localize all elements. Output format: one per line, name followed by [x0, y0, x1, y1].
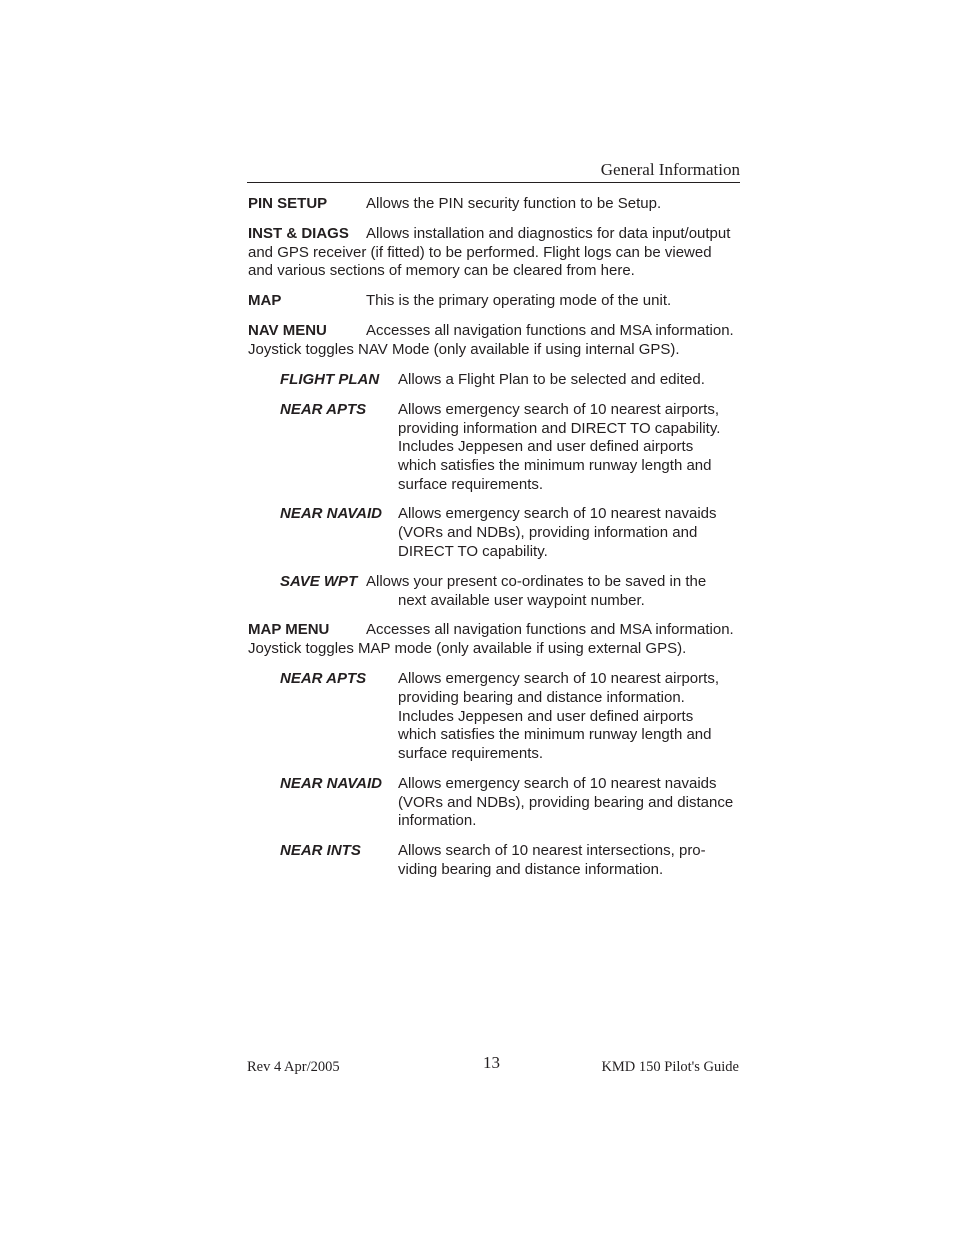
pin-setup-term: PIN SETUP: [248, 195, 328, 212]
nav-item-desc-line: surface requirements.: [398, 475, 544, 493]
map-item-desc-line: (VORs and NDBs), providing bearing and distance: [398, 793, 734, 811]
nav-menu-line2: Joystick toggles NAV Mode (only available if using internal GPS).: [248, 341, 680, 358]
pin-setup-desc: Allows the PIN security function to be Setup.: [366, 195, 662, 212]
section-header: General Information: [600, 160, 740, 179]
nav-item-desc-line: Includes Jeppesen and user defined airports: [398, 438, 694, 455]
nav-item-term: NEAR NAVAID: [280, 505, 382, 522]
nav-menu-line1: Accesses all navigation functions and MSA information.: [366, 322, 734, 339]
map-item-desc-line: providing bearing and distance information.: [398, 689, 685, 706]
page-number: 13: [483, 1053, 500, 1072]
nav-item-desc-line: providing information and DIRECT TO capability.: [398, 419, 721, 437]
nav-item-desc-line: which satisfies the minimum runway length and: [398, 457, 712, 474]
map-menu-line1: Accesses all navigation functions and MSA information.: [366, 621, 734, 638]
nav-item-desc-line: Allows your present co-ordinates to be saved in the: [366, 573, 707, 590]
map-item-desc-line: Allows emergency search of 10 nearest navaids: [398, 775, 717, 792]
map-menu-term: MAP MENU: [248, 621, 330, 638]
map-item-term: NEAR NAVAID: [280, 775, 382, 792]
map-menu-line2: Joystick toggles MAP mode (only available if using external GPS).: [248, 640, 687, 657]
inst-diags-line3: and various sections of memory can be cleared from here.: [248, 262, 635, 279]
nav-menu-term: NAV MENU: [248, 322, 327, 339]
nav-item-desc-line: Allows emergency search of 10 nearest navaids: [398, 505, 717, 522]
nav-item-term: FLIGHT PLAN: [280, 371, 380, 388]
nav-item-term: NEAR APTS: [280, 401, 367, 418]
map-item-desc-line: Allows emergency search of 10 nearest airports,: [398, 670, 719, 687]
map-item-desc-line: Includes Jeppesen and user defined airports: [398, 707, 694, 725]
nav-item-desc-line: DIRECT TO capability.: [398, 543, 548, 560]
inst-diags-line1: Allows installation and diagnostics for data input/output: [366, 225, 731, 242]
map-item-term: NEAR INTS: [280, 842, 361, 859]
footer-guide-title: KMD 150 Pilot's Guide: [601, 1059, 739, 1075]
header-rule: [247, 182, 740, 183]
map-desc: This is the primary operating mode of the unit.: [366, 292, 672, 309]
nav-item-desc-line: Allows emergency search of 10 nearest airports,: [398, 401, 719, 418]
map-item-desc-line: information.: [398, 812, 477, 829]
map-item-desc-line: which satisfies the minimum runway length and: [398, 726, 712, 743]
inst-diags-line2: and GPS receiver (if fitted) to be performed. Flight logs can be viewed: [248, 243, 712, 261]
map-term: MAP: [248, 292, 282, 309]
inst-diags-term: INST & DIAGS: [248, 225, 349, 242]
map-item-term: NEAR APTS: [280, 670, 367, 687]
nav-item-term: SAVE WPT: [280, 573, 358, 590]
map-item-desc-line: viding bearing and distance information.: [398, 861, 664, 878]
map-item-desc-line: surface requirements.: [398, 745, 544, 762]
footer-revision: Rev 4 Apr/2005: [247, 1059, 340, 1075]
nav-item-desc-line: (VORs and NDBs), providing information and: [398, 524, 698, 541]
map-item-desc-line: Allows search of 10 nearest intersections, pro-: [398, 842, 706, 859]
nav-item-desc-line: next available user waypoint number.: [398, 591, 645, 609]
nav-item-desc-line: Allows a Flight Plan to be selected and edited.: [398, 371, 705, 388]
